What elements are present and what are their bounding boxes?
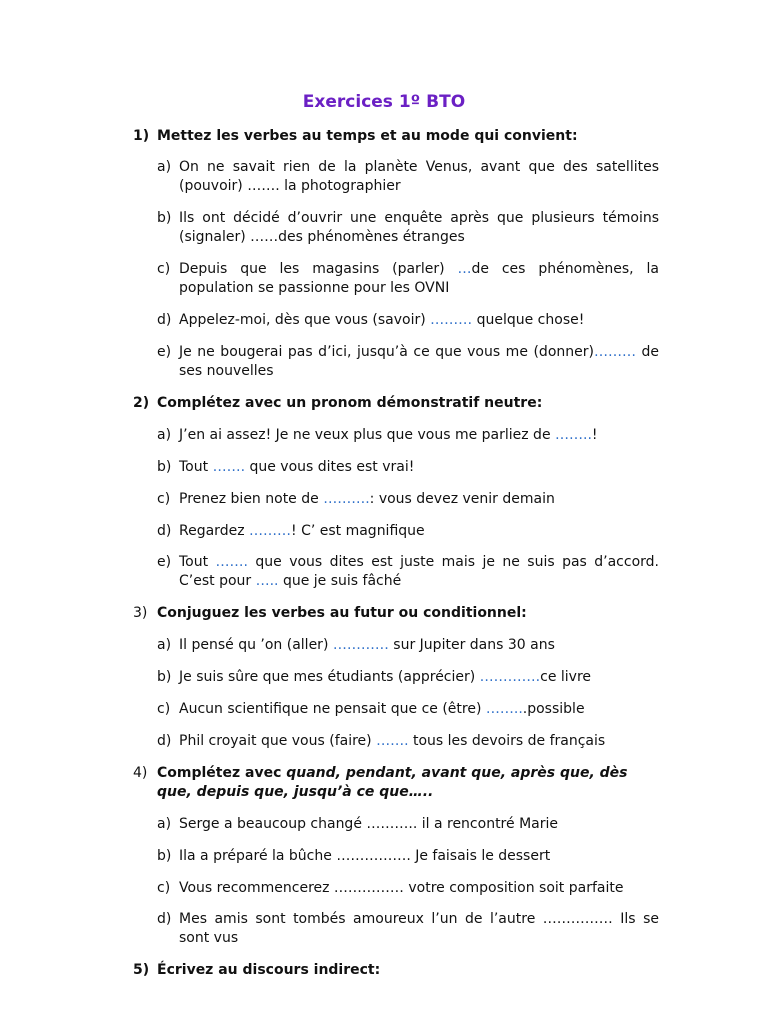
list-item [157,343,659,381]
blank: …….. [555,427,592,443]
list-item [157,209,659,247]
item-text: Ila a préparé la bûche ……………. Je faisais le dessert [179,848,551,864]
section-1-heading [133,127,661,146]
item-letter: e) [157,344,172,360]
blank: … [457,261,472,277]
item-letter: b) [157,669,172,685]
list-item [157,815,659,834]
list-item [157,636,659,655]
item-text: Il pensé qu ’on (aller) ………… sur Jupiter dans 30 ans [179,637,555,653]
section-heading-text: Conjuguez les verbes au futur ou conditionnel: [157,605,527,621]
section-heading-text: Complétez avec un pronom démonstratif neutre: [157,395,543,411]
item-letter: b) [157,459,172,475]
item-letter: d) [157,733,172,749]
item-text: Phil croyait que vous (faire) ……. tous les devoirs de français [179,733,606,749]
item-text: Appelez-moi, dès que vous (savoir) ……… quelque chose! [179,312,585,328]
item-letter: d) [157,312,172,328]
list-item [157,158,659,196]
list-item [157,490,659,509]
section-2-heading [133,394,661,413]
item-text: Regardez ………! C’ est magnifique [179,523,425,539]
blank: ……. [376,733,409,749]
blank: ……. [215,554,248,570]
item-letter: c) [157,261,171,277]
item-letter: a) [157,816,172,832]
blank: ….. [255,573,279,589]
section-4-heading [133,764,661,802]
item-letter: c) [157,701,171,717]
section-number: 3) [133,605,148,621]
item-letter: e) [157,554,172,570]
item-letter: a) [157,427,172,443]
item-text: Vous recommencerez …………… votre composition soit parfaite [179,880,624,896]
blank: ………. [323,491,370,507]
blank: ……… [249,523,291,539]
section-number: 1) [133,128,150,144]
section-3-heading [133,604,661,623]
section-heading-italic: quand, pendant, avant que, après que, dès [286,765,628,781]
section-5-heading [133,961,661,980]
blank: ………… [332,637,389,653]
blank: ……… [430,312,473,328]
list-item [157,700,659,719]
item-text: Aucun scientifique ne pensait que ce (être) ……...possible [179,701,585,717]
item-text: Prenez bien note de ……….: vous devez venir demain [179,491,555,507]
section-number: 4) [133,765,148,781]
list-item [157,426,659,445]
list-item [157,553,659,591]
blank: …………. [479,669,541,685]
item-letter: c) [157,880,171,896]
item-text: Je suis sûre que mes étudiants (apprécier) ………….ce livre [179,669,592,685]
list-item [157,910,659,948]
item-text: Serge a beaucoup changé ……….. il a rencontré Marie [179,816,558,832]
section-heading-text: Complétez avec [157,765,287,781]
item-letter: c) [157,491,171,507]
list-item [157,458,659,477]
blank: ……… [593,344,636,360]
item-text: Ils ont décidé d’ouvrir une enquête après que plusieurs témoins (signaler) ……des phénomènes étranges [179,210,659,245]
section-number: 2) [133,395,150,411]
item-text: Tout ……. que vous dites est vrai! [179,459,415,475]
list-item [157,311,659,330]
item-text: Tout ……. que vous dites est juste mais je ne suis pas d’accord. C’est pour ….. que je suis fâché [179,554,659,589]
section-number: 5) [133,962,150,978]
list-item [157,522,659,541]
item-text: On ne savait rien de la planète Venus, avant que des satellites (pouvoir) ……. la photographier [179,159,659,194]
list-item [157,847,659,866]
item-letter: a) [157,159,172,175]
item-text: J’en ai assez! Je ne veux plus que vous me parliez de ……..! [179,427,598,443]
section-heading-line2: que, depuis que, jusqu’à ce que….. [157,784,434,800]
item-letter: a) [157,637,172,653]
item-text: Depuis que les magasins (parler) …de ces phénomènes, la population se passionne pour les OVNI [179,261,659,296]
list-item [157,879,659,898]
list-item [157,732,659,751]
item-letter: d) [157,523,172,539]
item-text: Je ne bougerai pas d’ici, jusqu’à ce que vous me (donner)……… de ses nouvelles [179,344,660,379]
blank: …….. [485,701,523,717]
blank: ……. [212,459,246,475]
item-letter: b) [157,848,172,864]
list-item [157,668,659,687]
section-heading-text: Mettez les verbes au temps et au mode qui convient: [157,128,578,144]
item-text: Mes amis sont tombés amoureux l’un de l’autre …………… Ils se sont vus [179,911,659,946]
list-item [157,260,659,298]
item-letter: b) [157,210,172,226]
section-heading-text: Écrivez au discours indirect: [157,962,381,978]
item-letter: d) [157,911,172,927]
page-title: Exercices 1º BTO [302,92,466,112]
